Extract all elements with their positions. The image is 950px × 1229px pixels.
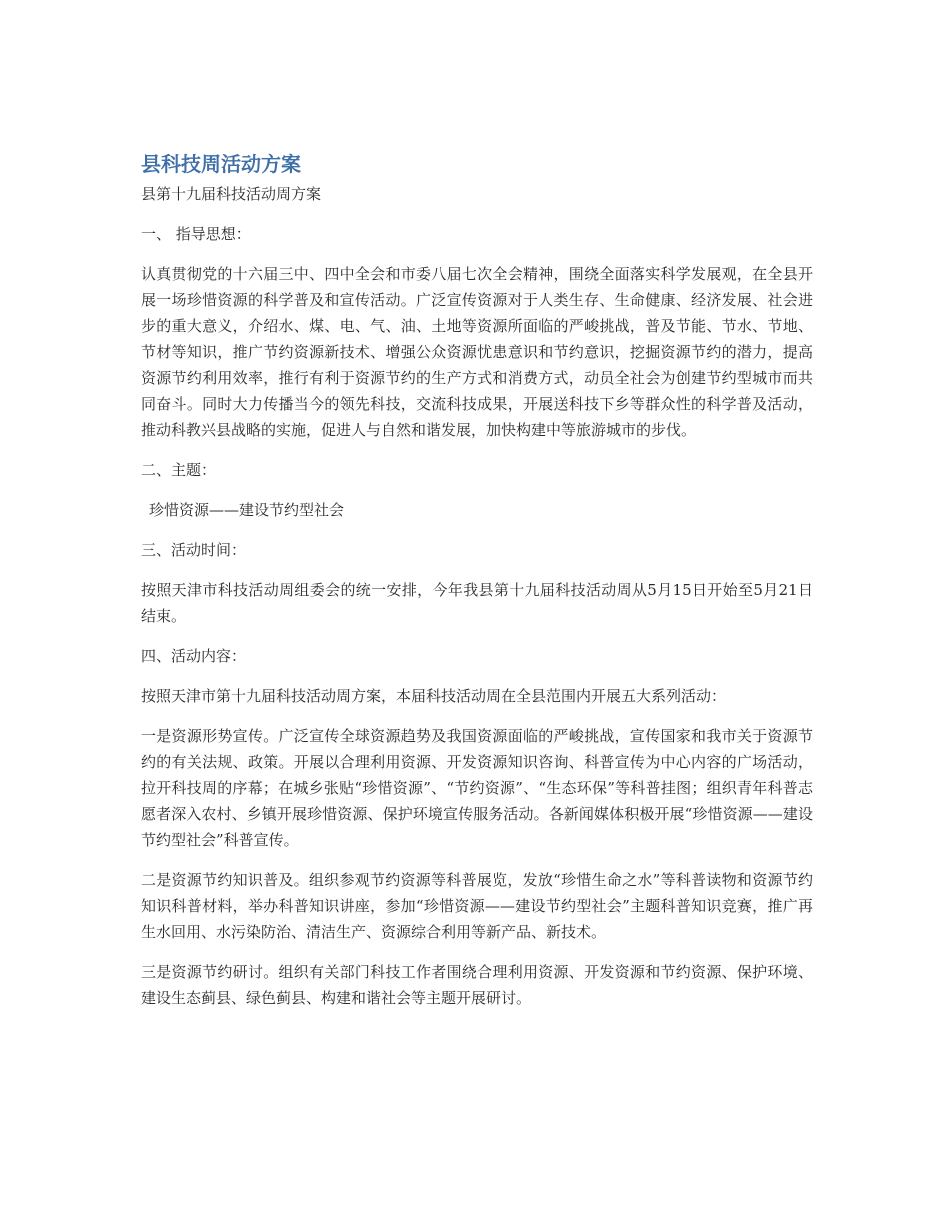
document-subtitle: 县第十九届科技活动周方案 (141, 185, 322, 203)
section-heading-theme: 二、主题： (141, 461, 217, 479)
document-title: 县科技周活动方案 (141, 152, 301, 176)
section-heading-activity-time: 三、活动时间： (141, 541, 247, 559)
document-content (141, 148, 813, 1025)
section-heading-activity-content: 四、活动内容： (141, 647, 247, 665)
activity-item-conservation-seminar: 三是资源节约研讨。组织有关部门科技工作者围绕合理利用资源、开发资源和节约资源、保护环境、建设生态蓟县、绿色蓟县、构建和谐社会等主题开展研讨。 (141, 963, 813, 1007)
section-heading-guiding-thought: 一、 指导思想： (141, 225, 251, 243)
activity-item-resource-situation: 一是资源形势宣传。广泛宣传全球资源趋势及我国资源面临的严峻挑战，宣传国家和我市关于资源节约的有关法规、政策。开展以合理利用资源、开发资源知识咨询、科普宣传为中心内容的广场活动，拉开科技周的序幕；在城乡张贴“珍惜资源”、“节约资源”、“生态环保”等科普挂图；组织青年科普志愿者深入农村、乡镇开展珍惜资源、保护环境宣传服务活动。各新闻媒体积极开展“珍惜资源——建设节约型社会”科普宣传。 (141, 727, 813, 849)
section-intro-activity-content: 按照天津市第十九届科技活动周方案，本届科技活动周在全县范围内开展五大系列活动： (141, 687, 727, 705)
activity-item-knowledge-popularization: 二是资源节约知识普及。组织参观节约资源等科普展览，发放“珍惜生命之水”等科普读物和资源节约知识科普材料，举办科普知识讲座，参加“珍惜资源——建设节约型社会”主题科普知识竞赛，推广再生水回用、水污染防治、清洁生产、资源综合利用等新产品、新技术。 (141, 871, 813, 941)
section-body-guiding-thought: 认真贯彻党的十六届三中、四中全会和市委八届七次全会精神，围绕全面落实科学发展观，在全县开展一场珍惜资源的科学普及和宣传活动。广泛宣传资源对于人类生存、生命健康、经济发展、社会进步的重大意义，介绍水、煤、电、气、油、土地等资源所面临的严峻挑战，普及节能、节水、节地、节材等知识，推广节约资源新技术、增强公众资源忧患意识和节约意识，挖掘资源节约的潜力，提高资源节约利用效率，推行有利于资源节约的生产方式和消费方式，动员全社会为创建节约型城市而共同奋斗。同时大力传播当今的领先科技，交流科技成果，开展送科技下乡等群众性的科学普及活动，推动科教兴县战略的实施，促进人与自然和谐发展，加快构建中等旅游城市的步伐。 (141, 265, 813, 439)
section-body-activity-time: 按照天津市科技活动周组委会的统一安排，今年我县第十九届科技活动周从5月15日开始至5月21日结束。 (141, 581, 813, 625)
section-body-theme: 珍惜资源——建设节约型社会 (149, 501, 345, 519)
